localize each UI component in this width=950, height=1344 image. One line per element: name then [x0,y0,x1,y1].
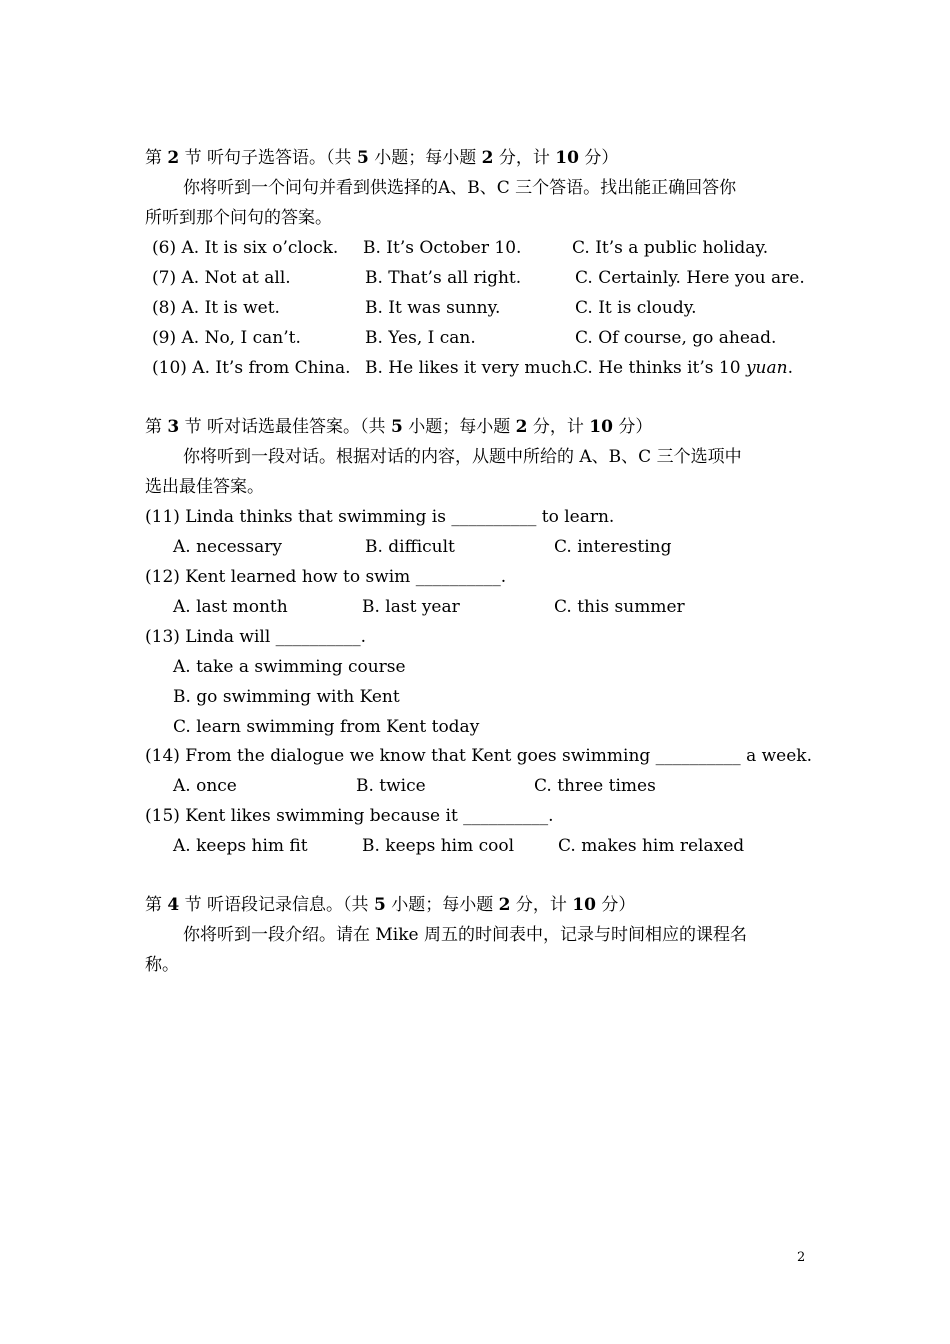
heading-number: 2 [481,148,494,168]
section2-heading [145,147,815,169]
heading-text: 小题；每小题 [391,895,494,915]
heading-text: 分） [584,148,619,168]
q6-option-a: (6) A. It is six o’clock. [152,238,339,258]
q15-option-c: C. makes him relaxed [558,836,745,856]
heading-text: 节 听对话选最佳答案。（共 [184,417,386,437]
q7-option-c: C. Certainly. Here you are. [575,268,805,288]
heading-text: 第 [145,895,162,915]
heading-number: 3 [167,417,180,437]
section3-instruction-line1: 你将听到一段对话。根据对话的内容，从题中所给的 A、B、C 三个选项中 [183,447,742,467]
q10-option-c-end: . [787,358,793,378]
q14-option-c: C. three times [534,776,656,796]
heading-number: 10 [572,895,596,915]
heading-number: 5 [373,895,386,915]
heading-number: 5 [356,148,369,168]
heading-text: 节 听句子选答语。（共 [184,148,352,168]
q10-option-b: B. He likes it very much. [365,358,578,378]
q11-option-a: A. necessary [173,537,282,557]
q8-option-a: (8) A. It is wet. [152,298,280,318]
q12-stem: (12) Kent learned how to swim __________. [145,567,507,587]
section4-instruction-line1: 你将听到一段介绍。请在 Mike 周五的时间表中，记录与时间相应的课程名 [183,925,748,945]
section2-instruction-line1: 你将听到一个问句并看到供选择的A、B、C 三个答语。找出能正确回答你 [183,178,737,198]
q15-option-a: A. keeps him fit [173,836,308,856]
q13-option-a: A. take a swimming course [173,657,406,677]
q12-option-c: C. this summer [554,597,685,617]
heading-text: 分） [618,417,653,437]
section4-instruction-line2: 称。 [145,955,179,975]
q11-option-b: B. difficult [365,537,455,557]
q14-option-b: B. twice [356,776,426,796]
q9-option-c: C. Of course, go ahead. [575,328,777,348]
section4-heading [145,894,815,916]
q10-option-c-italic: yuan [745,358,788,378]
q10-option-a: (10) A. It’s from China. [152,358,351,378]
heading-number: 4 [167,895,180,915]
section2-instruction-line2: 所听到那个问句的答案。 [145,208,332,228]
section3-instruction-line2: 选出最佳答案。 [145,477,264,497]
q12-option-b: B. last year [362,597,460,617]
heading-text: 分，计 [498,148,550,168]
q15-option-b: B. keeps him cool [362,836,515,856]
heading-number: 5 [390,417,403,437]
q7-option-b: B. That’s all right. [365,268,522,288]
q14-option-a: A. once [173,776,237,796]
heading-number: 10 [555,148,579,168]
q7-option-a: (7) A. Not at all. [152,268,291,288]
heading-text: 小题；每小题 [408,417,511,437]
page-number: 2 [797,1250,806,1265]
q8-option-b: B. It was sunny. [365,298,501,318]
q11-stem: (11) Linda thinks that swimming is __________ to learn. [145,507,615,527]
q10-option-c-text: C. He thinks it’s 10 [575,358,746,378]
q14-stem: (14) From the dialogue we know that Kent goes swimming __________ a week. [145,746,812,766]
q10-option-c [575,357,793,379]
heading-text: 分，计 [515,895,567,915]
section3-heading [145,416,815,438]
heading-number: 2 [167,148,180,168]
q15-stem: (15) Kent likes swimming because it __________. [145,806,554,826]
heading-text: 第 [145,417,162,437]
heading-number: 2 [515,417,528,437]
q13-option-c: C. learn swimming from Kent today [173,717,480,737]
q8-option-c: C. It is cloudy. [575,298,697,318]
q13-option-b: B. go swimming with Kent [173,687,400,707]
heading-number: 2 [498,895,511,915]
heading-text: 节 听语段记录信息。（共 [184,895,369,915]
q13-stem: (13) Linda will __________. [145,627,367,647]
heading-text: 分） [601,895,636,915]
heading-text: 小题；每小题 [374,148,477,168]
heading-text: 第 [145,148,162,168]
q9-option-a: (9) A. No, I can’t. [152,328,301,348]
q6-option-c: C. It’s a public holiday. [572,238,769,258]
q11-option-c: C. interesting [554,537,672,557]
q6-option-b: B. It’s October 10. [363,238,522,258]
q12-option-a: A. last month [173,597,288,617]
heading-text: 分，计 [532,417,584,437]
heading-number: 10 [589,417,613,437]
q9-option-b: B. Yes, I can. [365,328,476,348]
